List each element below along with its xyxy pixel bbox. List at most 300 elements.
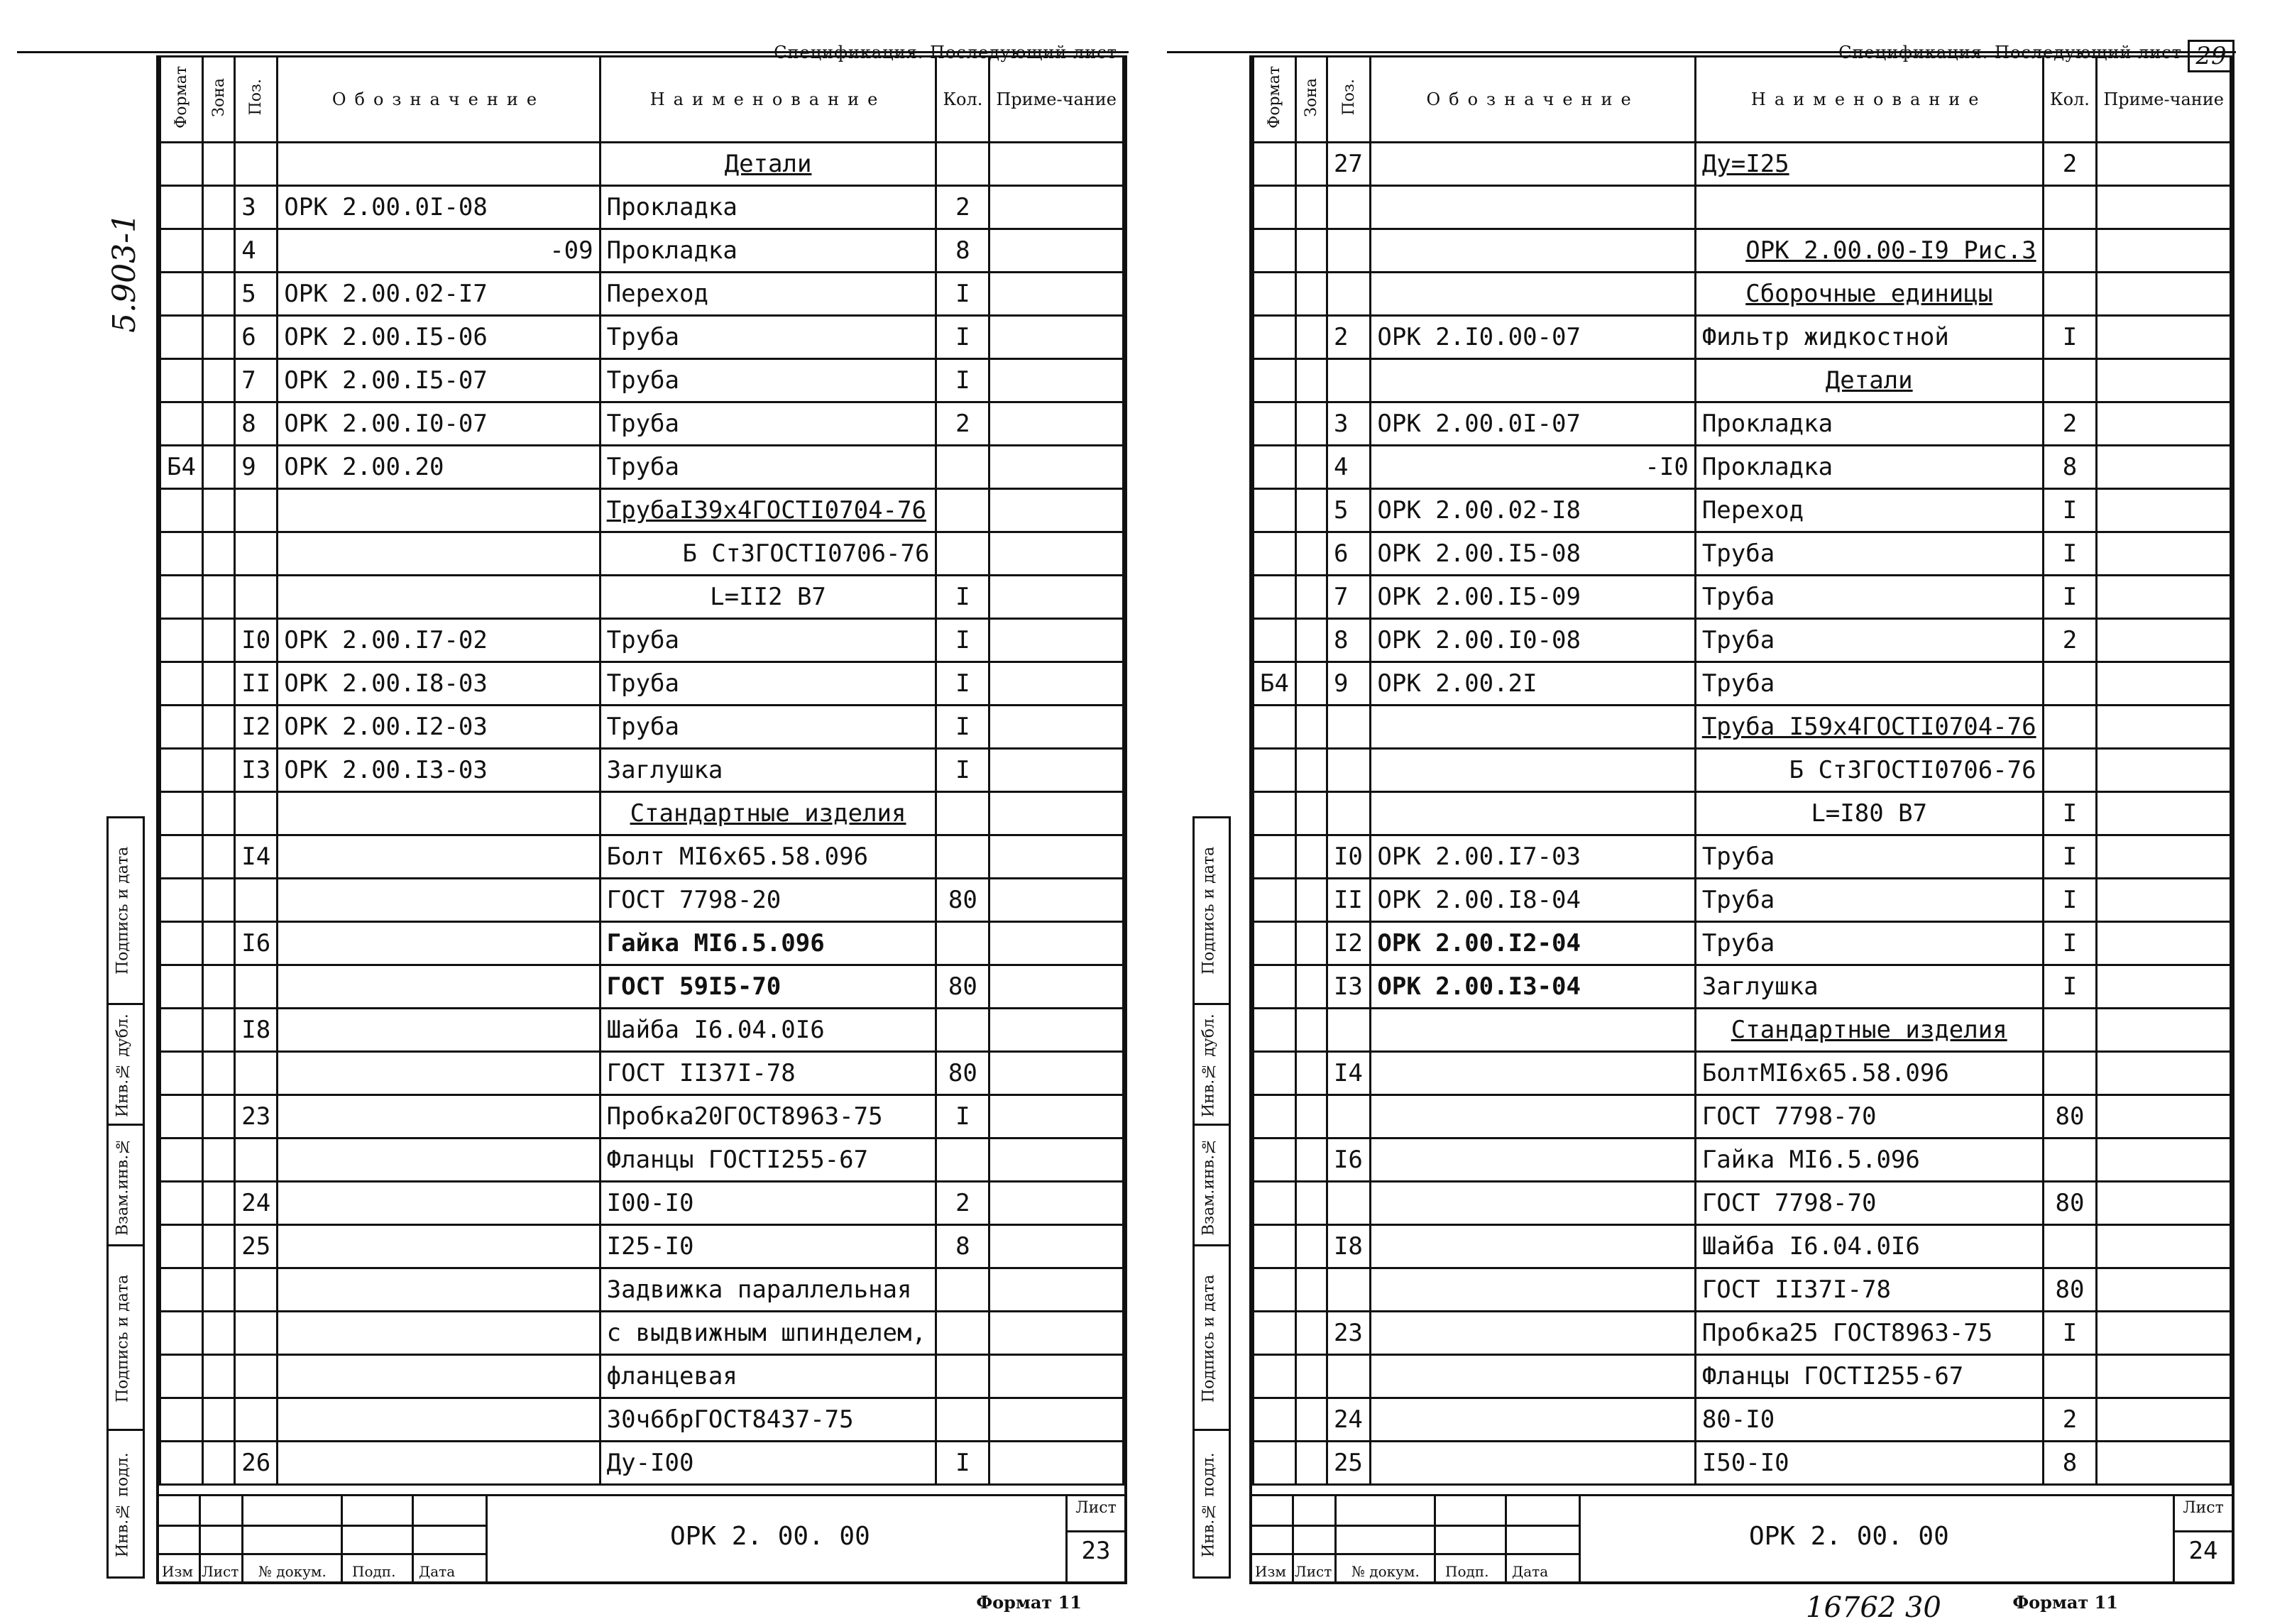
table-row (1254, 402, 2231, 446)
cell-designation (1371, 792, 1695, 835)
cell-designation (1371, 1095, 1695, 1139)
cell-position (235, 1355, 278, 1398)
cell-name: ГОСТ 59I5-70 (600, 965, 936, 1009)
cell-designation: ОРК 2.00.I0-08 (1371, 619, 1695, 662)
cell-format (160, 273, 203, 316)
cell-format (1254, 489, 1296, 532)
cell-position (1327, 792, 1370, 835)
cell-position: 8 (235, 402, 278, 446)
cell-note (989, 316, 1124, 359)
cell-zone (1295, 1139, 1327, 1182)
cell-name: Труба (600, 619, 936, 662)
cell-format (1254, 965, 1296, 1009)
cell-zone (202, 1182, 234, 1225)
cell-position: I4 (1327, 1052, 1370, 1095)
cell-position: II (235, 662, 278, 706)
cell-note (989, 922, 1124, 965)
cell-format (160, 965, 203, 1009)
cell-note (2097, 576, 2231, 619)
cell-note (2097, 1182, 2231, 1225)
cell-format (1254, 359, 1296, 402)
cell-zone (202, 576, 234, 619)
title-block (159, 1494, 1124, 1581)
handwritten-note: 5.903-1 (106, 213, 143, 333)
format-label: Формат 11 (976, 1592, 1082, 1613)
cell-note (989, 229, 1124, 273)
cell-position (235, 1312, 278, 1355)
cell-quantity: I (936, 749, 989, 792)
cell-quantity: I (2043, 316, 2097, 359)
cell-format (1254, 186, 1296, 229)
cell-designation: ОРК 2.00.0I-08 (278, 186, 600, 229)
cell-designation (278, 922, 600, 965)
cell-quantity: I (2043, 835, 2097, 879)
cell-format (160, 1095, 203, 1139)
cell-quantity (936, 922, 989, 965)
cell-designation (278, 1095, 600, 1139)
table-row (160, 316, 1124, 359)
cell-format (160, 1355, 203, 1398)
cell-format (160, 1052, 203, 1095)
cell-format (1254, 835, 1296, 879)
cell-quantity (2043, 229, 2097, 273)
cell-zone (202, 965, 234, 1009)
table-row (1254, 1312, 2231, 1355)
cell-name: Заглушка (1695, 965, 2043, 1009)
cell-designation (278, 1182, 600, 1225)
cell-format (1254, 1355, 1296, 1398)
cell-position (1327, 749, 1370, 792)
cell-name: фланцевая (600, 1355, 936, 1398)
cell-zone (1295, 1052, 1327, 1095)
cell-quantity: I (936, 1442, 989, 1485)
cell-note (2097, 1442, 2231, 1485)
cell-quantity (2043, 186, 2097, 229)
cell-zone (202, 1225, 234, 1268)
cell-name: Труба (600, 316, 936, 359)
table-row (1254, 1139, 2231, 1182)
table-header (1254, 57, 2231, 143)
cell-note (989, 143, 1124, 186)
cell-name: Труба (600, 359, 936, 402)
table-row (1254, 359, 2231, 402)
cell-position: 24 (235, 1182, 278, 1225)
cell-position: I3 (235, 749, 278, 792)
cell-note (2097, 1225, 2231, 1268)
cell-designation (278, 1355, 600, 1398)
table-row (160, 965, 1124, 1009)
cell-quantity (2043, 1139, 2097, 1182)
document-code: ОРК 2. 00. 00 (1749, 1522, 1949, 1551)
cell-format (160, 1398, 203, 1442)
cell-quantity: 2 (936, 186, 989, 229)
table-row (160, 749, 1124, 792)
cell-designation: ОРК 2.00.I7-02 (278, 619, 600, 662)
cell-note (989, 706, 1124, 749)
col-name: Наименование (1695, 57, 2043, 143)
cell-note (989, 532, 1124, 576)
cell-designation (1371, 1009, 1695, 1052)
cell-position: 24 (1327, 1398, 1370, 1442)
cell-quantity: I (2043, 1312, 2097, 1355)
cell-quantity: 80 (2043, 1182, 2097, 1225)
cell-note (989, 1182, 1124, 1225)
cell-zone (202, 662, 234, 706)
cell-note (2097, 1052, 2231, 1095)
cell-note (989, 792, 1124, 835)
cell-position: I4 (235, 835, 278, 879)
cell-note (989, 359, 1124, 402)
cell-position: 23 (1327, 1312, 1370, 1355)
cell-quantity: I (2043, 792, 2097, 835)
cell-note (2097, 143, 2231, 186)
col-qty: Кол. (936, 57, 989, 143)
cell-format (160, 835, 203, 879)
cell-note (2097, 1268, 2231, 1312)
cell-zone (1295, 1009, 1327, 1052)
tb-change: Изм (1255, 1563, 1286, 1580)
table-row (1254, 922, 2231, 965)
cell-name: I50-I0 (1695, 1442, 2043, 1485)
table-row (1254, 835, 2231, 879)
cell-note (989, 1398, 1124, 1442)
cell-designation (278, 576, 600, 619)
table-row (1254, 662, 2231, 706)
cell-name: ОРК 2.00.00-I9 Рис.3 (1695, 229, 2043, 273)
table-row (160, 1398, 1124, 1442)
cell-position: 5 (1327, 489, 1370, 532)
cell-quantity: I (2043, 576, 2097, 619)
cell-note (2097, 965, 2231, 1009)
cell-name: с выдвижным шпинделем, (600, 1312, 936, 1355)
cell-position (1327, 229, 1370, 273)
cell-zone (1295, 662, 1327, 706)
cell-quantity: 2 (2043, 402, 2097, 446)
cell-quantity: I (2043, 922, 2097, 965)
cell-position (235, 143, 278, 186)
cell-format (160, 1312, 203, 1355)
cell-format (1254, 446, 1296, 489)
cell-format (160, 619, 203, 662)
table-row (160, 1182, 1124, 1225)
cell-name: Переход (600, 273, 936, 316)
cell-format (160, 1268, 203, 1312)
cell-note (2097, 879, 2231, 922)
cell-name: Детали (600, 143, 936, 186)
cell-zone (202, 186, 234, 229)
tb-sheet: Лист (1295, 1563, 1332, 1580)
cell-quantity: I (936, 662, 989, 706)
table-row (160, 1225, 1124, 1268)
format-label: Формат 11 (2012, 1592, 2118, 1613)
cell-position: 9 (235, 446, 278, 489)
cell-position: 25 (1327, 1442, 1370, 1485)
cell-quantity (936, 1009, 989, 1052)
cell-zone (202, 359, 234, 402)
table-row (1254, 1052, 2231, 1095)
cell-quantity: I (2043, 965, 2097, 1009)
col-designation: Обозначение (278, 57, 600, 143)
cell-note (989, 489, 1124, 532)
cell-quantity: I (936, 359, 989, 402)
cell-position: I8 (235, 1009, 278, 1052)
cell-designation (1371, 749, 1695, 792)
cell-position: I0 (235, 619, 278, 662)
table-row (160, 273, 1124, 316)
cell-quantity: 2 (2043, 1398, 2097, 1442)
cell-designation (278, 1052, 600, 1095)
cell-position (1327, 273, 1370, 316)
tb-docno: № докум. (258, 1563, 327, 1580)
col-format: Формат (160, 57, 203, 143)
cell-name: ГОСТ 7798-20 (600, 879, 936, 922)
cell-name: Труба (1695, 532, 2043, 576)
cell-note (2097, 1095, 2231, 1139)
cell-designation (278, 532, 600, 576)
cell-position (235, 792, 278, 835)
cell-name: Стандартные изделия (1695, 1009, 2043, 1052)
table-body (1254, 143, 2231, 1485)
cell-note (989, 1139, 1124, 1182)
cell-zone (1295, 402, 1327, 446)
cell-designation (1371, 1052, 1695, 1095)
cell-quantity: I (2043, 532, 2097, 576)
cell-quantity: 8 (936, 1225, 989, 1268)
cell-zone (1295, 749, 1327, 792)
cell-designation (1371, 359, 1695, 402)
cell-zone (1295, 879, 1327, 922)
cell-position (235, 1398, 278, 1442)
table-row (160, 1052, 1124, 1095)
table-row (160, 1139, 1124, 1182)
cell-position: I0 (1327, 835, 1370, 879)
col-format: Формат (1254, 57, 1296, 143)
tb-date: Дата (1512, 1563, 1549, 1580)
table-body (160, 143, 1124, 1485)
cell-designation (278, 1225, 600, 1268)
cell-position (235, 489, 278, 532)
cell-note (2097, 619, 2231, 662)
cell-quantity (936, 1312, 989, 1355)
cell-name: Труба (600, 662, 936, 706)
table-row (160, 1312, 1124, 1355)
cell-designation: ОРК 2.00.I5-06 (278, 316, 600, 359)
cell-name: Труба (1695, 619, 2043, 662)
cell-name: Пробка20ГОСТ8963-75 (600, 1095, 936, 1139)
left-sheet (156, 43, 1127, 1613)
cell-designation: ОРК 2.00.2I (1371, 662, 1695, 706)
cell-name: Фланцы ГОСТI255-67 (600, 1139, 936, 1182)
table-row (160, 532, 1124, 576)
cell-note (2097, 532, 2231, 576)
table-row (1254, 143, 2231, 186)
cell-note (2097, 706, 2231, 749)
table-row (1254, 273, 2231, 316)
cell-designation: ОРК 2.00.0I-07 (1371, 402, 1695, 446)
cell-format (1254, 1225, 1296, 1268)
cell-note (989, 879, 1124, 922)
cell-note (2097, 489, 2231, 532)
cell-name: L=I80 В7 (1695, 792, 2043, 835)
cell-zone (202, 749, 234, 792)
cell-zone (1295, 619, 1327, 662)
cell-zone (1295, 1442, 1327, 1485)
table-row (1254, 316, 2231, 359)
cell-name: L=II2 В7 (600, 576, 936, 619)
cell-zone (202, 229, 234, 273)
cell-format (160, 879, 203, 922)
spec-table (1252, 55, 2232, 1486)
cell-position (1327, 706, 1370, 749)
sheet-caption: Спецификация. Последующий лист (1838, 43, 2182, 62)
cell-position: I6 (1327, 1139, 1370, 1182)
cell-designation (1371, 143, 1695, 186)
cell-note (989, 273, 1124, 316)
cell-designation: ОРК 2.00.02-I8 (1371, 489, 1695, 532)
cell-name: 30ч6брГОСТ8437-75 (600, 1398, 936, 1442)
cell-name (1695, 186, 2043, 229)
table-row (160, 706, 1124, 749)
cell-note (989, 576, 1124, 619)
cell-zone (202, 316, 234, 359)
cell-note (2097, 446, 2231, 489)
cell-name: Труба I59х4ГОСТI0704-76 (1695, 706, 2043, 749)
cell-zone (202, 922, 234, 965)
cell-quantity (936, 835, 989, 879)
cell-note (989, 1225, 1124, 1268)
table-row (1254, 1009, 2231, 1052)
top-sheet-number: 29 (2188, 40, 2235, 72)
col-zone: Зона (202, 57, 234, 143)
cell-format (1254, 143, 1296, 186)
table-row (1254, 532, 2231, 576)
cell-position: 2 (1327, 316, 1370, 359)
cell-designation (278, 1009, 600, 1052)
cell-note (989, 749, 1124, 792)
cell-designation: -09 (278, 229, 600, 273)
tb-sheet: Лист (202, 1563, 239, 1580)
sheet-number-box: Лист 23 (1065, 1496, 1124, 1581)
tb-sign: Подп. (352, 1563, 396, 1580)
cell-designation: ОРК 2.I0.00-07 (1371, 316, 1695, 359)
cell-name: Ду=I25 (1695, 143, 2043, 186)
cell-quantity: 8 (936, 229, 989, 273)
cell-name: ГОСТ II37I-78 (1695, 1268, 2043, 1312)
cell-position: 5 (235, 273, 278, 316)
cell-zone (1295, 1182, 1327, 1225)
cell-designation: ОРК 2.00.I5-07 (278, 359, 600, 402)
cell-designation: ОРК 2.00.I5-09 (1371, 576, 1695, 619)
cell-name: Труба (1695, 879, 2043, 922)
cell-zone (202, 619, 234, 662)
cell-quantity: I (936, 316, 989, 359)
cell-quantity (2043, 359, 2097, 402)
cell-name: Труба (1695, 922, 2043, 965)
cell-format (1254, 1095, 1296, 1139)
cell-quantity (2043, 1052, 2097, 1095)
cell-name: Ду-I00 (600, 1442, 936, 1485)
cell-zone (202, 1268, 234, 1312)
cell-name: Переход (1695, 489, 2043, 532)
cell-designation: ОРК 2.00.I7-03 (1371, 835, 1695, 879)
cell-quantity (2043, 749, 2097, 792)
cell-name: БолтМI6х65.58.096 (1695, 1052, 2043, 1095)
cell-designation (1371, 1139, 1695, 1182)
col-zone: Зона (1295, 57, 1327, 143)
cell-quantity: 2 (936, 402, 989, 446)
sheet-number: 24 (2175, 1530, 2232, 1565)
cell-name: Б Ст3ГОСТI0706-76 (1695, 749, 2043, 792)
cell-note (989, 835, 1124, 879)
table-row (1254, 749, 2231, 792)
cell-designation (278, 835, 600, 879)
cell-format (1254, 922, 1296, 965)
cell-format (160, 749, 203, 792)
cell-note (989, 1009, 1124, 1052)
cell-quantity (936, 1139, 989, 1182)
cell-quantity: 8 (2043, 446, 2097, 489)
cell-designation (1371, 273, 1695, 316)
cell-quantity (2043, 273, 2097, 316)
cell-quantity: 8 (2043, 1442, 2097, 1485)
cell-name: Шайба I6.04.0I6 (600, 1009, 936, 1052)
cell-position (235, 532, 278, 576)
cell-zone (1295, 446, 1327, 489)
table-row (160, 576, 1124, 619)
cell-name: Труба (1695, 662, 2043, 706)
tb-change: Изм (162, 1563, 193, 1580)
cell-position: 6 (235, 316, 278, 359)
cell-note (989, 619, 1124, 662)
cell-quantity: 80 (2043, 1268, 2097, 1312)
cell-format (1254, 1312, 1296, 1355)
cell-format (160, 402, 203, 446)
cell-quantity (936, 792, 989, 835)
cell-note (2097, 749, 2231, 792)
table-row (1254, 1225, 2231, 1268)
table-row (1254, 1268, 2231, 1312)
cell-designation (1371, 1355, 1695, 1398)
cell-name: Заглушка (600, 749, 936, 792)
cell-name: Прокладка (600, 229, 936, 273)
cell-position: 4 (235, 229, 278, 273)
cell-quantity (2043, 706, 2097, 749)
cell-name: ГОСТ II37I-78 (600, 1052, 936, 1095)
cell-zone (202, 489, 234, 532)
cell-designation: -I0 (1371, 446, 1695, 489)
cell-position: II (1327, 879, 1370, 922)
table-row (160, 446, 1124, 489)
cell-position (1327, 1268, 1370, 1312)
cell-designation (278, 1139, 600, 1182)
cell-format (1254, 1268, 1296, 1312)
cell-position (235, 1052, 278, 1095)
cell-quantity (936, 489, 989, 532)
cell-quantity: 80 (2043, 1095, 2097, 1139)
cell-format (160, 229, 203, 273)
cell-quantity (2043, 1009, 2097, 1052)
table-row (1254, 1182, 2231, 1225)
cell-quantity: 2 (936, 1182, 989, 1225)
cell-position (1327, 1095, 1370, 1139)
table-row (1254, 706, 2231, 749)
cell-name: Задвижка параллельная (600, 1268, 936, 1312)
col-name: Наименование (600, 57, 936, 143)
cell-note (989, 186, 1124, 229)
document-code: ОРК 2. 00. 00 (670, 1522, 870, 1551)
cell-position: I2 (235, 706, 278, 749)
cell-zone (1295, 359, 1327, 402)
